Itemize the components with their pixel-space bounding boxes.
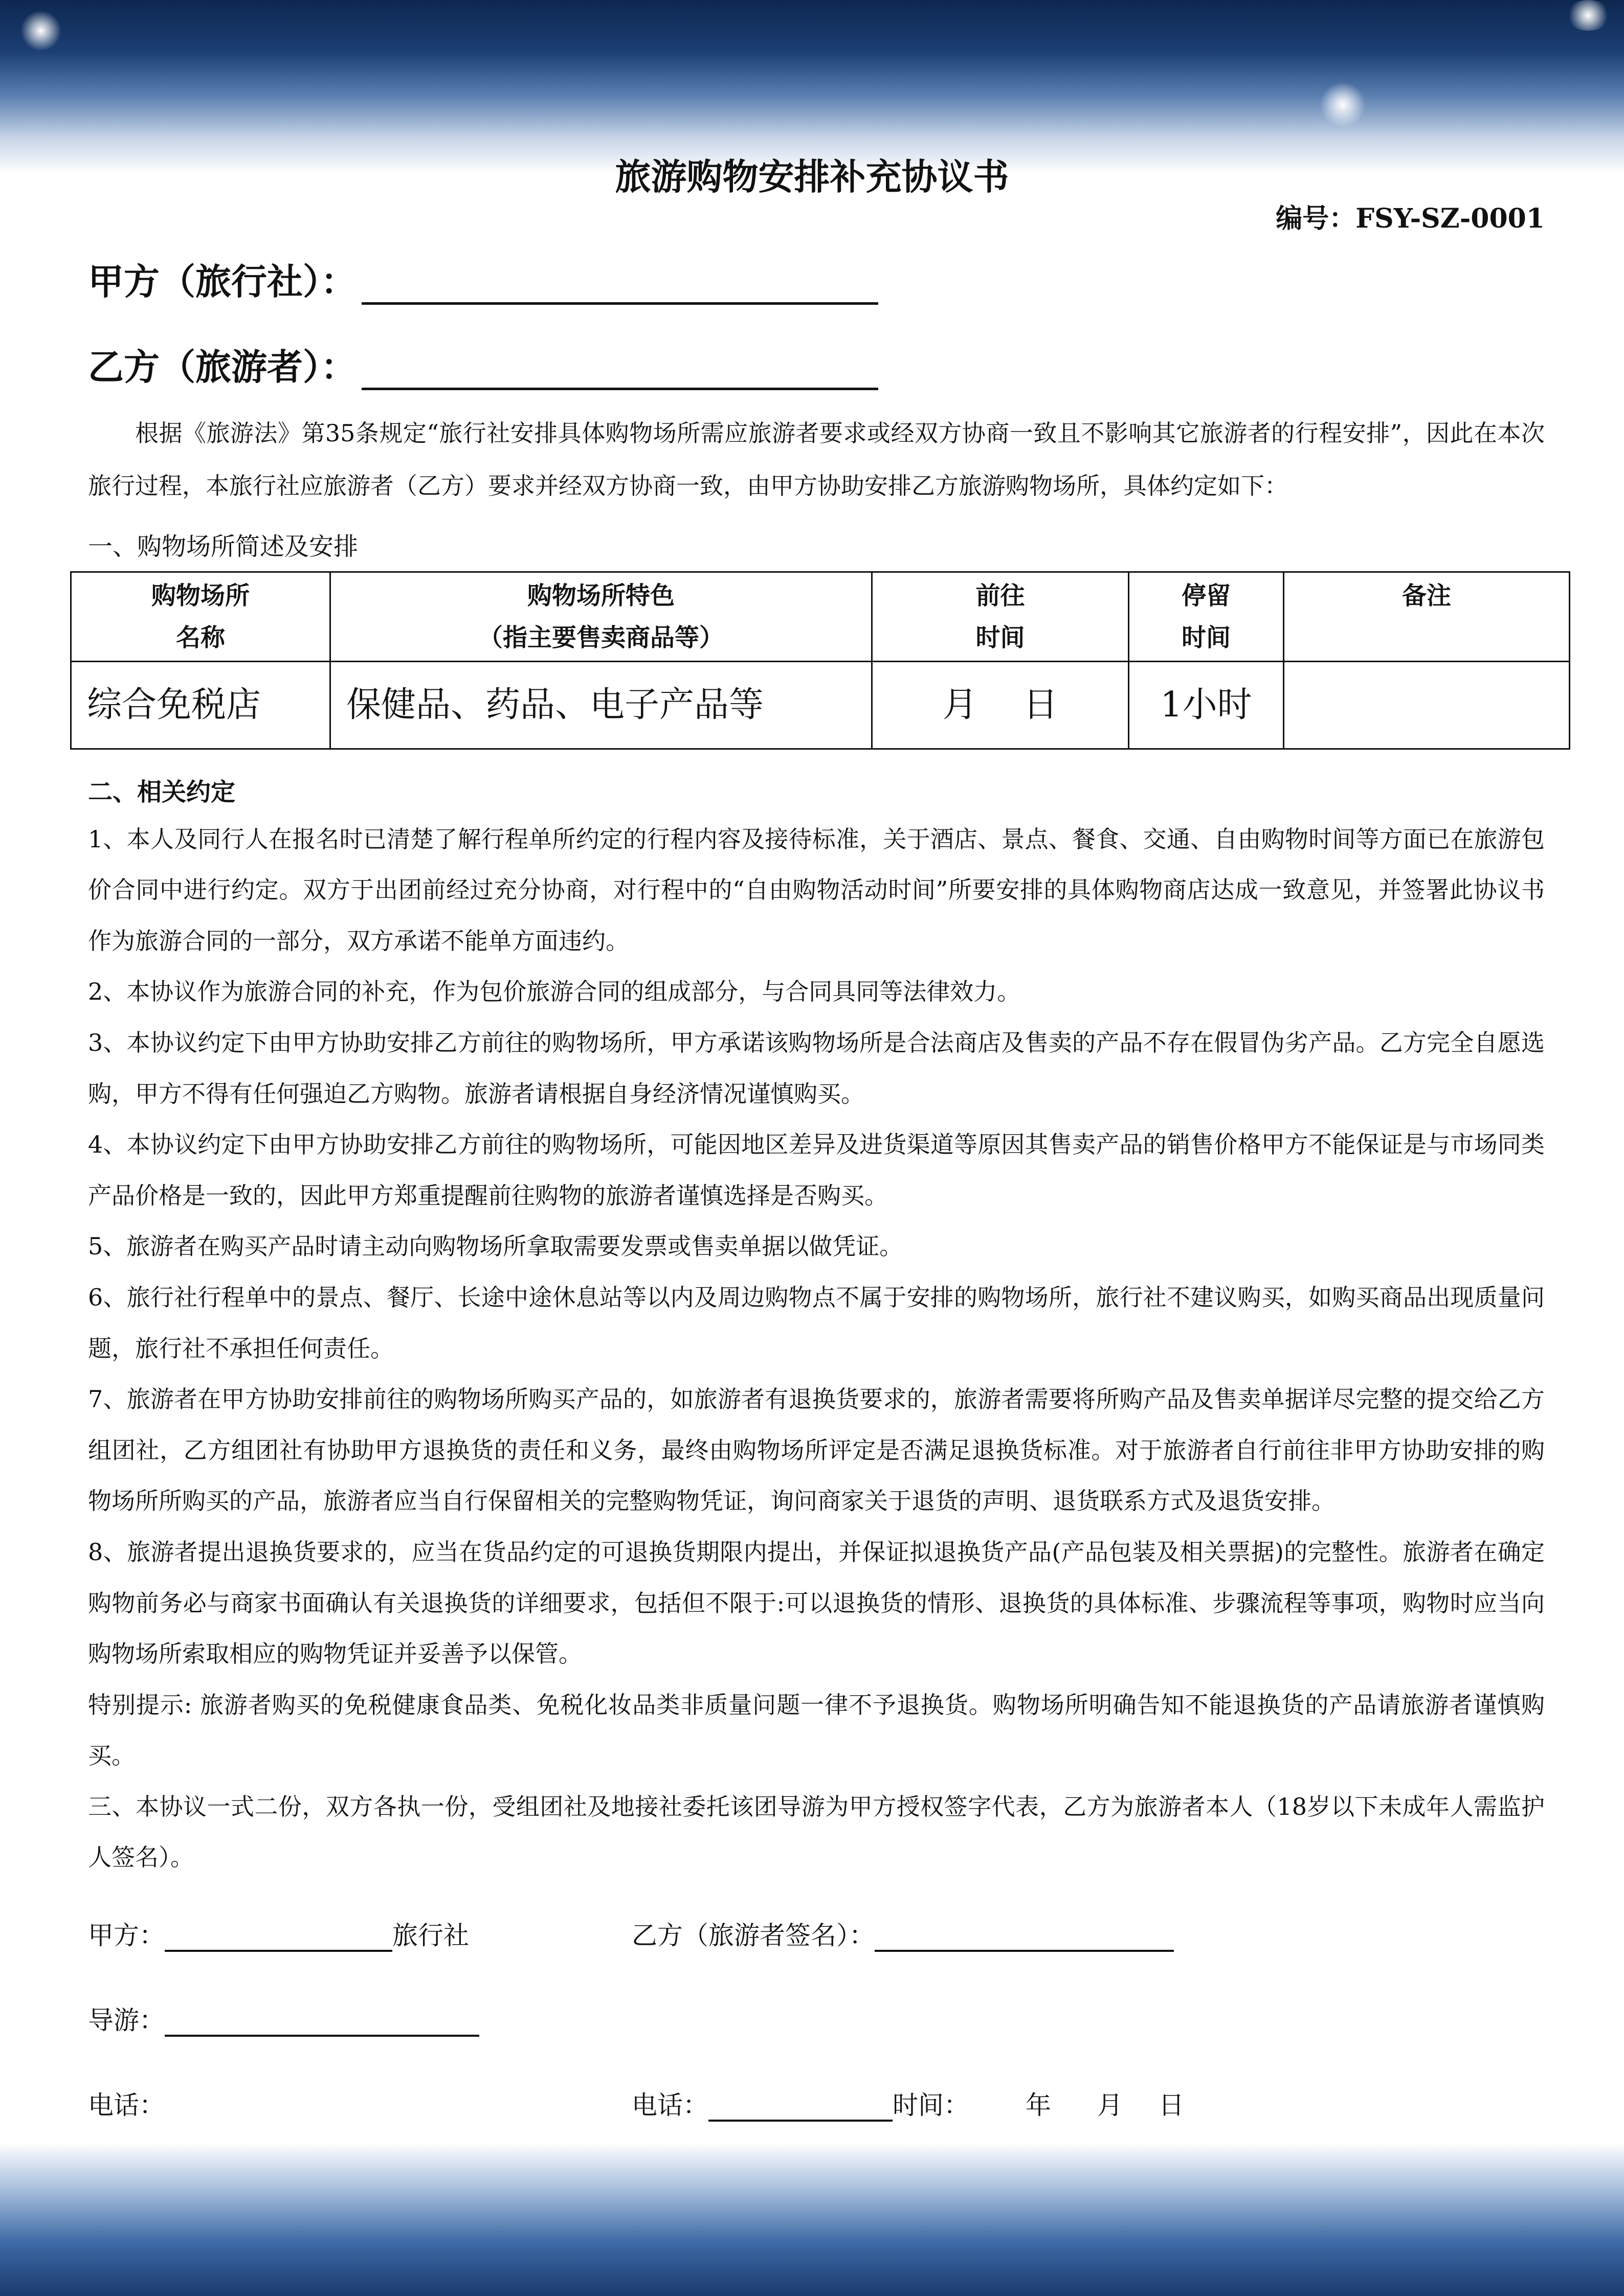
guide-field[interactable] [165,2011,479,2037]
agreement-terms [88,778,1545,1883]
intro-paragraph: 根据《旅游法》第35条规定“旅行社安排具体购物场所需应旅游者要求或经双方协商一致且不影响其它旅游者的行程安排”，因此在本次旅行过程，本旅行社应旅游者（乙方）要求并经双方协商一致，由甲方协助安排乙方旅游购物场所，具体约定如下： [88,419,1545,500]
year-label: 年 [1026,2090,1051,2120]
document-title: 旅游购物安排补充协议书 [615,155,1009,198]
header-name: 购物场所 名称 [71,572,330,662]
party-a-field[interactable] [362,272,878,305]
time-label: 时间： [893,2090,969,2120]
star-decoration [20,10,61,51]
phone-b-label: 电话： [632,2090,708,2120]
table-row [71,662,1570,749]
star-decoration [1565,0,1611,31]
header-background [0,0,1624,174]
cell-stay: 1小时 [1129,662,1284,749]
term-item: 8、旅游者提出退换货要求的，应当在货品约定的可退换货期限内提出，并保证拟退换货产品(产品包装及相关票据)的完整性。旅游者在确定购物前务必与商家书面确认有关退换货的详细要求，包括但不限于:可以退换货的情形、退换货的具体标准、步骤流程等事项，购物时应当向购物场所索取相应的购物凭证并妥善予以保管。 [88,1538,1545,1668]
cell-name: 综合免税店 [71,662,330,749]
cell-date: 月 日 [872,662,1129,749]
phone-a-row [88,2085,165,2122]
agency-name-field[interactable] [165,1926,392,1952]
term-item: 6、旅行社行程单中的景点、餐厅、长途中途休息站等以内及周边购物点不属于安排的购物场所，旅行社不建议购买，如购买商品出现质量问题，旅行社不承担任何责任。 [88,1283,1545,1362]
cell-features: 保健品、药品、电子产品等 [330,662,872,749]
document-number: 编号：FSY-SZ-0001 [1276,203,1545,234]
tourist-signature-field[interactable] [875,1926,1174,1952]
day-label: 日 [1159,2090,1184,2120]
table-header-row [71,572,1570,662]
term-item: 1、本人及同行人在报名时已清楚了解行程单所约定的行程内容及接待标准，关于酒店、景点、餐食、交通、自由购物时间等方面已在旅游包价合同中进行约定。双方于出团前经过充分协商，对行程中的“自由购物活动时间”所要安排的具体购物商店达成一致意见，并签署此协议书作为旅游合同的一部分，双方承诺不能单方面违约。 [88,825,1545,955]
agency-suffix: 旅行社 [392,1921,469,1950]
header-note: 备注 [1284,572,1570,662]
header-date: 前往 时间 [872,572,1129,662]
star-decoration [1320,82,1366,128]
party-b-row [88,339,878,390]
special-notice: 特别提示: 旅游者购买的免税健康食品类、免税化妆品类非质量问题一律不予退换货。购物场所明确告知不能退换货的产品请旅游者谨慎购买。 [88,1691,1545,1770]
party-a-label: 甲方（旅行社）： [88,260,357,303]
phone-b-row [632,2085,1184,2122]
term-item: 2、本协议作为旅游合同的补充，作为包价旅游合同的组成部分，与合同具同等法律效力。 [88,978,1021,1006]
party-b-signature [632,1915,1174,1952]
term-item: 3、本协议约定下由甲方协助安排乙方前往的购物场所，甲方承诺该购物场所是合法商店及售卖的产品不存在假冒伪劣产品。乙方完全自愿选购，甲方不得有任何强迫乙方购物。旅游者请根据自身经济情况谨慎购买。 [88,1028,1545,1108]
phone-b-field[interactable] [708,2096,893,2122]
shopping-table [70,571,1570,750]
cell-note [1284,662,1570,749]
header-stay: 停留 时间 [1129,572,1284,662]
section-2-heading: 二、相关约定 [88,778,236,806]
term-item: 7、旅游者在甲方协助安排前往的购物场所购买产品的，如旅游者有退换货要求的，旅游者需要将所购产品及售卖单据详尽完整的提交给乙方组团社，乙方组团社有协助甲方退换货的责任和义务，最终由购物场所评定是否满足退换货标准。对于旅游者自行前往非甲方协助安排的购物场所所购买的产品，旅游者应当自行保留相关的完整购物凭证，询问商家关于退货的声明、退货联系方式及退货安排。 [88,1385,1545,1515]
footer-background [0,2143,1624,2296]
section-3-text: 三、本协议一式二份，双方各执一份，受组团社及地接社委托该团导游为甲方授权签字代表，乙方为旅游者本人（18岁以下未成年人需监护人签名）。 [88,1792,1545,1872]
month-label: 月 [1097,2090,1123,2120]
party-b-field[interactable] [362,357,878,390]
section-1-heading: 一、购物场所简述及安排 [88,532,359,561]
header-features: 购物场所特色 （指主要售卖商品等） [330,572,872,662]
party-b-sign-label: 乙方（旅游者签名）： [632,1921,875,1950]
phone-a-label: 电话： [88,2090,165,2120]
party-a-signature [88,1915,469,1952]
term-item: 4、本协议约定下由甲方协助安排乙方前往的购物场所，可能因地区差异及进货渠道等原因其售卖产品的销售价格甲方不能保证是与市场同类产品价格是一致的，因此甲方郑重提醒前往购物的旅游者谨慎选择是否购买。 [88,1131,1545,1209]
party-a-row [88,253,878,305]
guide-signature [88,2000,479,2037]
term-item: 5、旅游者在购买产品时请主动向购物场所拿取需要发票或售卖单据以做凭证。 [88,1232,903,1260]
party-a-sign-label: 甲方： [88,1921,165,1950]
guide-label: 导游： [88,2006,165,2035]
party-b-label: 乙方（旅游者）： [88,346,357,388]
